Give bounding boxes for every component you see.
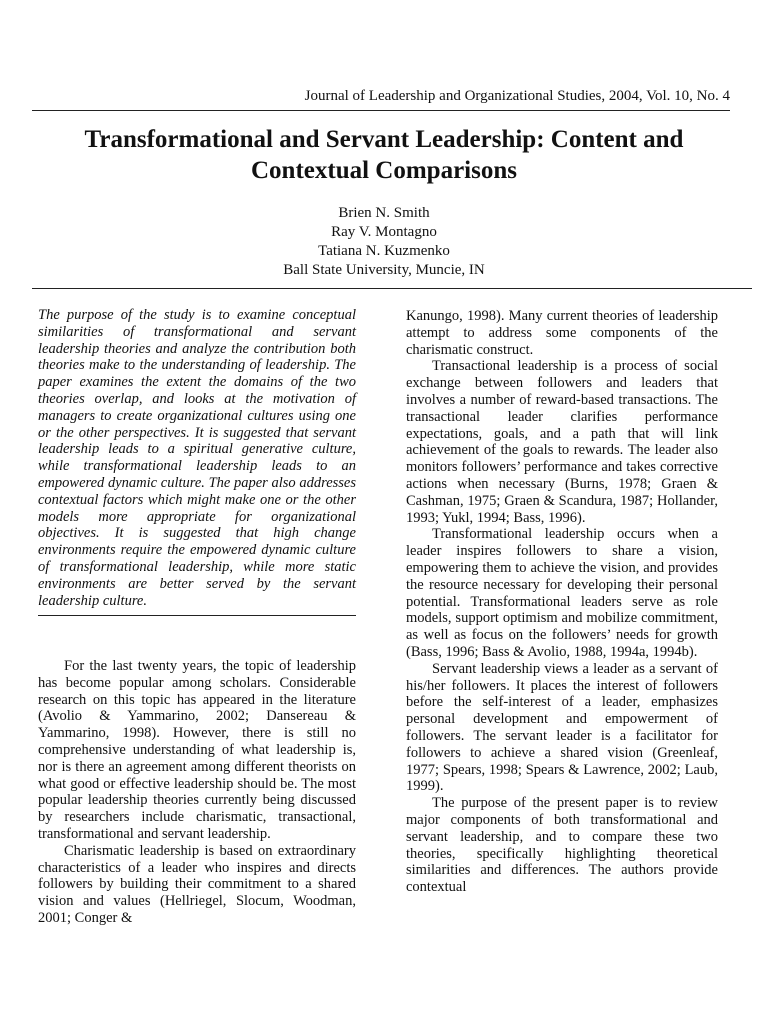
- body-paragraph: For the last twenty years, the topic of leadership has become popular among scholars. Considerable research on this topic has appeared in the literature (Avolio & Yammarino, 2002; Dansereau & Yammarino, 1998). However, there is still no comprehensive understanding of what leadership is, nor is there an agreement among different theorists on what good or effective leadership should be. The most popular leadership theories currently being discussed by researchers include charismatic, transactional, transformational and servant leadership.: [38, 658, 356, 842]
- author-affiliation: Ball State University, Muncie, IN: [283, 262, 485, 278]
- abstract-text: The purpose of the study is to examine conceptual similarities of transformational and servant leadership theories and analyze the contribution both theories make to the understanding of leadership. The paper examines the extent the domains of the two theories overlap, and looks at the motivation of managers to create organizational cultures using one or the other perspectives. It is suggested that servant leadership leads to a spiritual generative culture, while transformational leadership leads to an empowered dynamic culture. The paper also addresses contextual factors which might make one or the other models more appropriate for organizational objectives. It is suggested that high change environments require the empowered dynamic culture of transformational leadership, while more static environments are better served by the servant leadership culture.: [38, 307, 356, 609]
- author-name: Brien N. Smith: [338, 205, 430, 221]
- article-title: Transformational and Servant Leadership: Content and Contextual Comparisons: [84, 126, 684, 184]
- body-right-column: [406, 308, 718, 896]
- abstract: [38, 307, 356, 616]
- author-name: Tatiana N. Kuzmenko: [318, 243, 450, 259]
- body-paragraph: Kanungo, 1998). Many current theories of leadership attempt to address some components of the charismatic construct.: [406, 308, 718, 358]
- running-head: Journal of Leadership and Organizational Studies, 2004, Vol. 10, No. 4: [304, 88, 730, 104]
- body-left-column: [38, 658, 356, 927]
- body-paragraph: Transformational leadership occurs when a leader inspires followers to share a vision, empowering them to achieve the vision, and provides the resource necessary for developing their personal potential. Transformational leaders serve as role models, support optimism and mobilize commitment, as well as focus on the followers’ needs for growth (Bass, 1996; Bass & Avolio, 1988, 1994a, 1994b).: [406, 526, 718, 660]
- header-divider: [32, 110, 730, 111]
- body-paragraph: The purpose of the present paper is to review major components of both transformational and servant leadership, and to compare these two theories, specifically highlighting theoretical similarities and differences. The authors provide contextual: [406, 795, 718, 896]
- author-name: Ray V. Montagno: [331, 224, 437, 240]
- section-divider: [32, 288, 752, 289]
- body-paragraph: Servant leadership views a leader as a servant of his/her followers. It places the interest of followers before the self-interest of a leader, emphasizes personal development and empowerment of followers. The servant leader is a facilitator for followers to achieve a shared vision (Greenleaf, 1977; Spears, 1998; Spears & Lawrence, 2002; Laub, 1999).: [406, 660, 718, 795]
- author-block: [184, 204, 584, 280]
- body-paragraph: Charismatic leadership is based on extraordinary characteristics of a leader who inspires and directs followers by building their commitment to a shared vision and values (Hellriegel, Slocum, Woodman, 2001; Conger &: [38, 842, 356, 926]
- body-paragraph: Transactional leadership is a process of social exchange between followers and leaders that involves a number of reward-based transactions. The transactional leader clarifies performance expectations, goals, and a path that will link achievement of the goals to rewards. The leader also monitors followers’ performance and takes corrective actions when necessary (Burns, 1978; Graen & Cashman, 1975; Graen & Scandura, 1987; Hollander, 1993; Yukl, 1994; Bass, 1996).: [406, 358, 718, 526]
